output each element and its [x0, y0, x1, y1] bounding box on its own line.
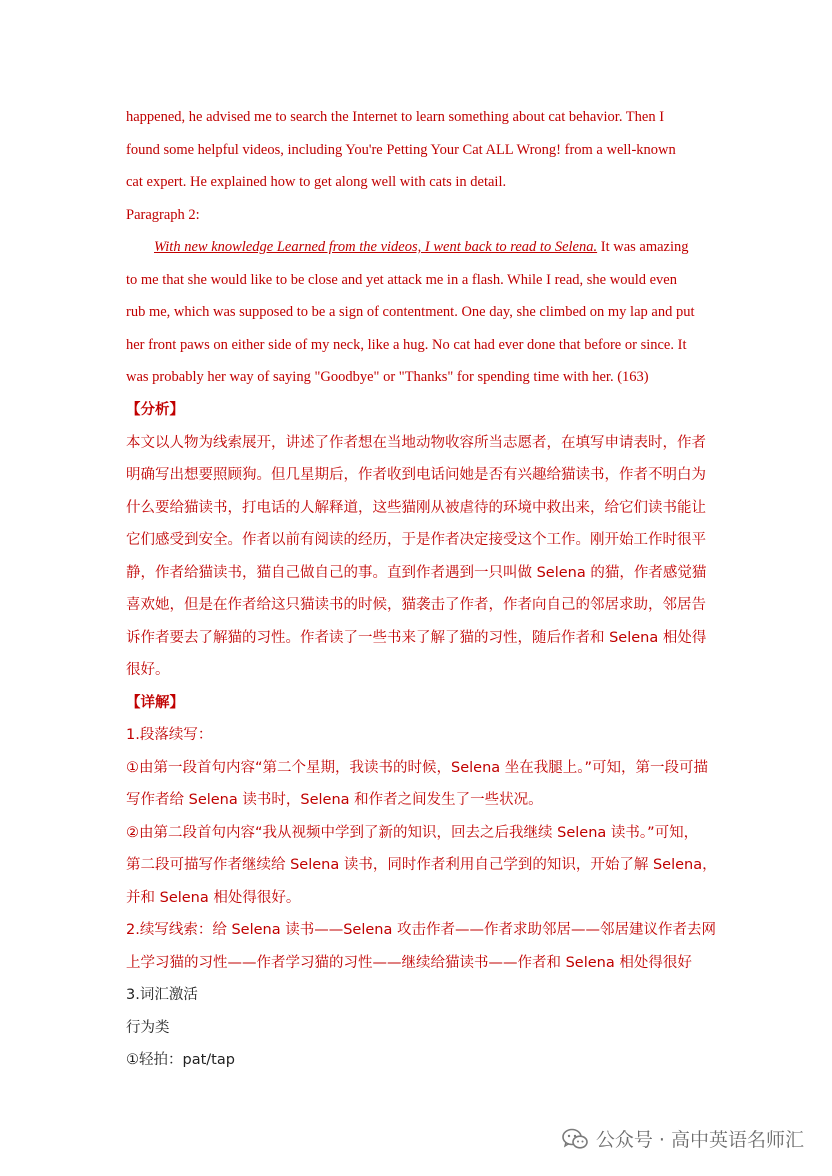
analysis-line: 很好。 [126, 662, 170, 678]
analysis-line: 什么要给猫读书，打电话的人解释道，这些猫刚从被虐待的环境中救出来，给它们读书能让 [126, 499, 706, 516]
detail-heading: 【详解】 [126, 694, 184, 711]
detail-line: 并和 Selena 相处得很好。 [126, 889, 301, 906]
analysis-line: 喜欢她，但是在作者给这只猫读书的时候，猫袭击了作者，作者向自己的邻居求助，邻居告 [126, 597, 706, 613]
watermark [562, 1125, 804, 1152]
essay-line: rub me, which was supposed to be a sign of contentment. One day, she climbed on my lap and put [126, 304, 695, 320]
analysis-section [126, 394, 718, 1077]
essay-line: cat expert. He explained how to get along well with cats in detail. [126, 174, 507, 190]
analysis-line: 本文以人物为线索展开，讲述了作者想在当地动物收容所当志愿者，在填写申请表时，作者 [126, 434, 706, 451]
analysis-heading: 【分析】 [126, 402, 184, 418]
essay-line: found some helpful videos, including You're Petting Your Cat ALL Wrong! from a well-known [126, 141, 676, 158]
essay-paragraph-1 [126, 101, 726, 394]
detail-line: ①由第一段首句内容“第二个星期，我读书的时候，Selena 坐在我腿上。”可知，第一段可描 [126, 759, 709, 776]
detail-line: 上学习猫的习性——作者学习猫的习性——继续给猫读书——作者和 Selena 相处得很好 [126, 954, 692, 971]
essay-paragraph-2-first-line [126, 231, 726, 264]
paragraph-2-opening-sentence: With new knowledge Learned from the videos, I went back to read to Selena. [154, 239, 598, 255]
analysis-line: 明确写出想要照顾狗。但几星期后，作者收到电话问她是否有兴趣给猫读书，作者不明白为 [126, 467, 706, 483]
detail-line: ②由第二段首句内容“我从视频中学到了新的知识，回去之后我继续 Selena 读书。”可知， [126, 824, 699, 841]
analysis-line: 静，作者给猫读书，猫自己做自己的事。直到作者遇到一只叫做 Selena 的猫，作者感觉猫 [126, 564, 707, 581]
watermark-text: 公众号 · 高中英语名师汇 [595, 1129, 804, 1151]
analysis-line: 诉作者要去了解猫的习性。作者读了一些书来了解了猫的习性，随后作者和 Selena 相处得 [126, 629, 707, 646]
paragraph-2-label: Paragraph 2: [126, 206, 200, 223]
wechat-icon [562, 1128, 588, 1150]
essay-line: her front paws on either side of my neck, like a hug. No cat had ever done that before or since. It [126, 336, 687, 353]
detail-line: 1.段落续写： [126, 727, 213, 743]
essay-line: was probably her way of saying "Goodbye" or "Thanks" for spending time with her. (163) [126, 369, 649, 385]
detail-line: 2.续写线索：给 Selena 读书——Selena 攻击作者——作者求助邻居——邻居建议作者去网 [126, 922, 716, 938]
detail-line: 第二段可描写作者继续给 Selena 读书，同时作者利用自己学到的知识，开始了解 Selena， [126, 857, 717, 873]
essay-line: happened, he advised me to search the Internet to learn something about cat behavior. Then I [126, 109, 665, 125]
vocab-line: 3.词汇激活 [126, 987, 198, 1003]
analysis-line: 它们感受到安全。作者以前有阅读的经历，于是作者决定接受这个工作。刚开始工作时很平 [126, 532, 706, 548]
vocab-line: 行为类 [126, 1019, 170, 1036]
vocab-line: ①轻拍：pat/tap [126, 1052, 235, 1068]
essay-line: to me that she would like to be close and yet attack me in a flash. While I read, she would even [126, 271, 677, 288]
essay-line-continuation: It was amazing [597, 239, 689, 255]
detail-line: 写作者给 Selena 读书时，Selena 和作者之间发生了一些状况。 [126, 792, 543, 808]
